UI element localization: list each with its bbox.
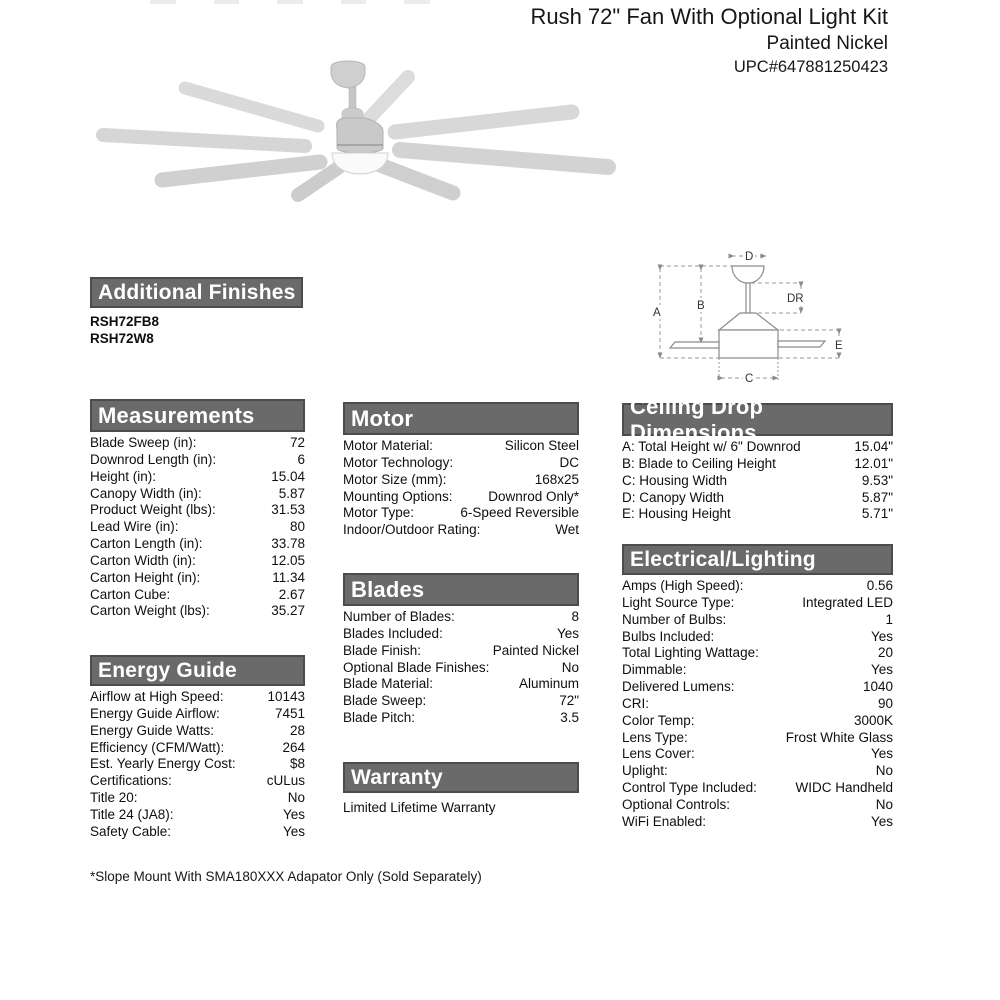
warranty-text: Limited Lifetime Warranty: [343, 800, 496, 815]
spec-label: Dimmable:: [622, 662, 687, 678]
spec-row: [343, 438, 579, 455]
spec-label: Amps (High Speed):: [622, 578, 744, 593]
spec-row: [90, 435, 305, 452]
spec-row: [343, 522, 579, 539]
spec-label: Safety Cable:: [90, 823, 172, 839]
logo-fragment: [341, 0, 367, 4]
additional-finishes-section: [90, 277, 303, 347]
fan-canopy: [331, 61, 365, 88]
spec-row: [90, 452, 305, 469]
spec-row: [90, 519, 305, 536]
product-upc: UPC#647881250423: [733, 58, 888, 76]
spec-label: Number of Bulbs:: [622, 611, 727, 627]
spec-label: Blade Pitch:: [343, 710, 416, 726]
spec-label: Airflow at High Speed:: [90, 689, 224, 704]
spec-row: [90, 603, 305, 620]
electrical-lighting-section: [622, 544, 893, 831]
spec-row: [90, 706, 305, 723]
diagram-label-a: A: [653, 307, 661, 319]
spec-value: Frost White Glass: [785, 729, 893, 745]
spec-label: Carton Length (in):: [90, 536, 203, 552]
spec-value: $8: [289, 756, 305, 772]
spec-label: Carton Cube:: [90, 586, 171, 602]
motor-header: Motor: [343, 402, 579, 435]
spec-value: 15.04": [854, 439, 893, 454]
spec-row: [343, 455, 579, 472]
spec-row: [90, 570, 305, 587]
spec-row: [90, 689, 305, 706]
spec-value: 168x25: [534, 471, 579, 487]
spec-label: Number of Blades:: [343, 609, 455, 624]
spec-value: 8: [571, 609, 579, 624]
spec-value: 5.71": [861, 506, 893, 522]
spec-label: Est. Yearly Energy Cost:: [90, 756, 236, 772]
energy-guide-section: [90, 655, 305, 841]
measurements-section: [90, 399, 305, 620]
spec-value: 3.5: [560, 710, 579, 726]
product-title: Rush 72" Fan With Optional Light Kit: [530, 4, 888, 29]
blades-rows: [343, 606, 579, 727]
spec-label: E: Housing Height: [622, 506, 731, 522]
spec-value: Yes: [870, 662, 893, 678]
spec-label: Blades Included:: [343, 625, 443, 641]
spec-label: Motor Size (mm):: [343, 471, 447, 487]
fan-motor-housing: [337, 118, 383, 153]
spec-value: 5.87": [861, 489, 893, 505]
spec-row: [343, 676, 579, 693]
spec-value: Yes: [282, 823, 305, 839]
spec-value: Silicon Steel: [504, 438, 579, 453]
spec-value: Yes: [870, 813, 893, 829]
motor-section: [343, 402, 579, 539]
spec-value: DC: [559, 454, 579, 470]
spec-value: Yes: [282, 806, 305, 822]
spec-value: 2.67: [278, 586, 305, 602]
additional-finishes-header: Additional Finishes: [90, 277, 303, 308]
spec-label: Lens Cover:: [622, 746, 695, 762]
spec-value: 9.53": [861, 472, 893, 488]
spec-row: [90, 587, 305, 604]
electrical-lighting-rows: [622, 575, 893, 831]
spec-row: [343, 693, 579, 710]
spec-row: [90, 773, 305, 790]
spec-value: No: [875, 796, 893, 812]
spec-value: 15.04: [271, 468, 305, 484]
diagram-downrod: [746, 283, 750, 313]
spec-label: Uplight:: [622, 763, 668, 779]
spec-row: [343, 609, 579, 626]
spec-row: [622, 490, 893, 507]
spec-value: Yes: [556, 625, 579, 641]
spec-row: [343, 626, 579, 643]
spec-label: Lens Type:: [622, 729, 688, 745]
spec-value: 80: [289, 519, 305, 535]
spec-value: Wet: [555, 522, 579, 538]
spec-value: WIDC Handheld: [795, 780, 893, 796]
spec-value: 1040: [862, 679, 893, 695]
spec-label: WiFi Enabled:: [622, 813, 707, 829]
spec-row: [90, 756, 305, 773]
spec-value: No: [875, 763, 893, 779]
warranty-section: [343, 762, 579, 816]
motor-rows: [343, 435, 579, 539]
diagram-label-dr: DR: [787, 293, 804, 305]
spec-row: [90, 486, 305, 503]
logo-fragment: [277, 0, 303, 4]
diagram-canopy: [732, 266, 764, 283]
spec-label: Carton Height (in):: [90, 569, 201, 585]
spec-row: [622, 595, 893, 612]
spec-row: [90, 469, 305, 486]
spec-label: Color Temp:: [622, 712, 695, 728]
spec-label: Product Weight (lbs):: [90, 502, 216, 518]
spec-label: Mounting Options:: [343, 488, 453, 504]
spec-value: Yes: [870, 628, 893, 644]
spec-row: [90, 807, 305, 824]
spec-row: [622, 763, 893, 780]
diagram-motor-body: [719, 330, 778, 358]
spec-value: 264: [282, 739, 305, 755]
spec-value: 31.53: [271, 502, 305, 518]
spec-value: 6-Speed Reversible: [460, 505, 579, 521]
logo-fragment: [214, 0, 240, 4]
spec-label: Downrod Length (in):: [90, 451, 217, 467]
product-finish: Painted Nickel: [766, 33, 888, 54]
blades-header: Blades: [343, 573, 579, 606]
spec-label: Motor Technology:: [343, 454, 454, 470]
fan-coupling: [342, 108, 363, 119]
spec-label: Blade Sweep:: [343, 693, 427, 709]
spec-value: 1: [885, 611, 893, 627]
spec-row: [622, 578, 893, 595]
finish-code: RSH72W8: [90, 331, 154, 346]
spec-row: [90, 553, 305, 570]
spec-row: [622, 814, 893, 831]
warranty-header: Warranty: [343, 762, 579, 793]
spec-row: [90, 536, 305, 553]
spec-label: Canopy Width (in):: [90, 485, 202, 501]
spec-label: D: Canopy Width: [622, 489, 725, 505]
spec-value: 33.78: [271, 536, 305, 552]
spec-value: No: [561, 659, 579, 675]
spec-value: 12.01": [854, 455, 893, 471]
spec-label: Certifications:: [90, 773, 172, 789]
spec-label: Bulbs Included:: [622, 628, 715, 644]
diagram-motor-cone: [719, 313, 778, 330]
spec-row: [622, 696, 893, 713]
spec-value: 20: [877, 645, 893, 661]
spec-label: Blade Sweep (in):: [90, 435, 197, 450]
diagram-label-e: E: [835, 340, 843, 352]
spec-row: [343, 489, 579, 506]
spec-label: Blade Material:: [343, 676, 434, 692]
spec-label: Indoor/Outdoor Rating:: [343, 522, 481, 538]
logo-fragment: [150, 0, 176, 4]
spec-value: 7451: [274, 705, 305, 721]
diagram-label-d: D: [745, 251, 754, 263]
spec-value: 35.27: [271, 603, 305, 619]
spec-label: Energy Guide Airflow:: [90, 705, 220, 721]
spec-label: Energy Guide Watts:: [90, 722, 215, 738]
spec-label: Carton Weight (lbs):: [90, 603, 210, 619]
spec-row: [622, 746, 893, 763]
measurements-header: Measurements: [90, 399, 305, 432]
ceiling-drop-rows: [622, 436, 893, 523]
spec-row: [343, 472, 579, 489]
spec-value: Integrated LED: [802, 594, 893, 610]
diagram-label-b: B: [697, 300, 705, 312]
diagram-left-blade: [670, 342, 719, 348]
spec-row: [622, 662, 893, 679]
spec-row: [90, 740, 305, 757]
spec-label: A: Total Height w/ 6" Downrod: [622, 439, 801, 454]
spec-value: 90: [877, 695, 893, 711]
spec-label: B: Blade to Ceiling Height: [622, 455, 776, 471]
spec-row: [622, 730, 893, 747]
spec-label: Height (in):: [90, 468, 157, 484]
spec-row: [90, 790, 305, 807]
spec-label: Lead Wire (in):: [90, 519, 179, 535]
spec-value: Painted Nickel: [492, 642, 579, 658]
energy-guide-header: Energy Guide: [90, 655, 305, 686]
diagram-label-c: C: [745, 373, 754, 385]
ceiling-drop-section: [622, 393, 893, 523]
spec-row: [622, 506, 893, 523]
spec-value: 12.05: [271, 552, 305, 568]
spec-row: [343, 643, 579, 660]
spec-value: Aluminum: [518, 676, 579, 692]
spec-label: Efficiency (CFM/Watt):: [90, 739, 225, 755]
spec-value: 10143: [267, 689, 305, 704]
spec-value: 72: [289, 435, 305, 450]
ceiling-drop-header: Ceiling Drop Dimensions: [622, 403, 893, 436]
finish-code: RSH72FB8: [90, 314, 160, 329]
spec-row: [622, 456, 893, 473]
spec-row: [622, 797, 893, 814]
spec-label: Blade Finish:: [343, 642, 422, 658]
ceiling-drop-diagram: [648, 243, 978, 393]
spec-row: [90, 723, 305, 740]
spec-row: [622, 645, 893, 662]
spec-label: CRI:: [622, 695, 649, 711]
spec-value: Yes: [870, 746, 893, 762]
spec-value: 0.56: [866, 578, 893, 593]
fan-product-image: [95, 55, 635, 230]
spec-value: No: [287, 790, 305, 806]
spec-label: Title 24 (JA8):: [90, 806, 174, 822]
additional-finishes-list: [90, 308, 303, 347]
electrical-lighting-header: Electrical/Lighting: [622, 544, 893, 575]
spec-label: Optional Controls:: [622, 796, 731, 812]
spec-row: [343, 710, 579, 727]
spec-row: [622, 780, 893, 797]
measurements-rows: [90, 432, 305, 620]
spec-row: [622, 629, 893, 646]
spec-value: 11.34: [272, 569, 305, 585]
spec-row: [622, 612, 893, 629]
spec-value: 5.87: [278, 485, 305, 501]
spec-label: Optional Blade Finishes:: [343, 659, 490, 675]
spec-value: Downrod Only*: [488, 488, 579, 504]
spec-row: [622, 679, 893, 696]
spec-row: [343, 505, 579, 522]
spec-label: Delivered Lumens:: [622, 679, 735, 695]
spec-value: cULus: [266, 773, 305, 789]
spec-row: [622, 473, 893, 490]
spec-value: 3000K: [853, 712, 893, 728]
spec-row: [622, 713, 893, 730]
spec-label: C: Housing Width: [622, 472, 728, 488]
footnote: *Slope Mount With SMA180XXX Adapator Only (Sold Separately): [90, 869, 482, 884]
spec-value: 72": [559, 693, 579, 709]
spec-label: Control Type Included:: [622, 780, 757, 796]
spec-label: Motor Material:: [343, 438, 434, 453]
blades-section: [343, 573, 579, 727]
spec-label: Title 20:: [90, 790, 138, 806]
spec-label: Total Lighting Wattage:: [622, 645, 759, 661]
spec-value: 28: [289, 722, 305, 738]
spec-label: Carton Width (in):: [90, 552, 196, 568]
spec-label: Light Source Type:: [622, 594, 735, 610]
spec-label: Motor Type:: [343, 505, 415, 521]
spec-row: [90, 502, 305, 519]
diagram-right-blade: [778, 341, 825, 347]
spec-row: [90, 824, 305, 841]
spec-row: [343, 660, 579, 677]
spec-value: 6: [297, 451, 305, 467]
energy-guide-rows: [90, 686, 305, 841]
